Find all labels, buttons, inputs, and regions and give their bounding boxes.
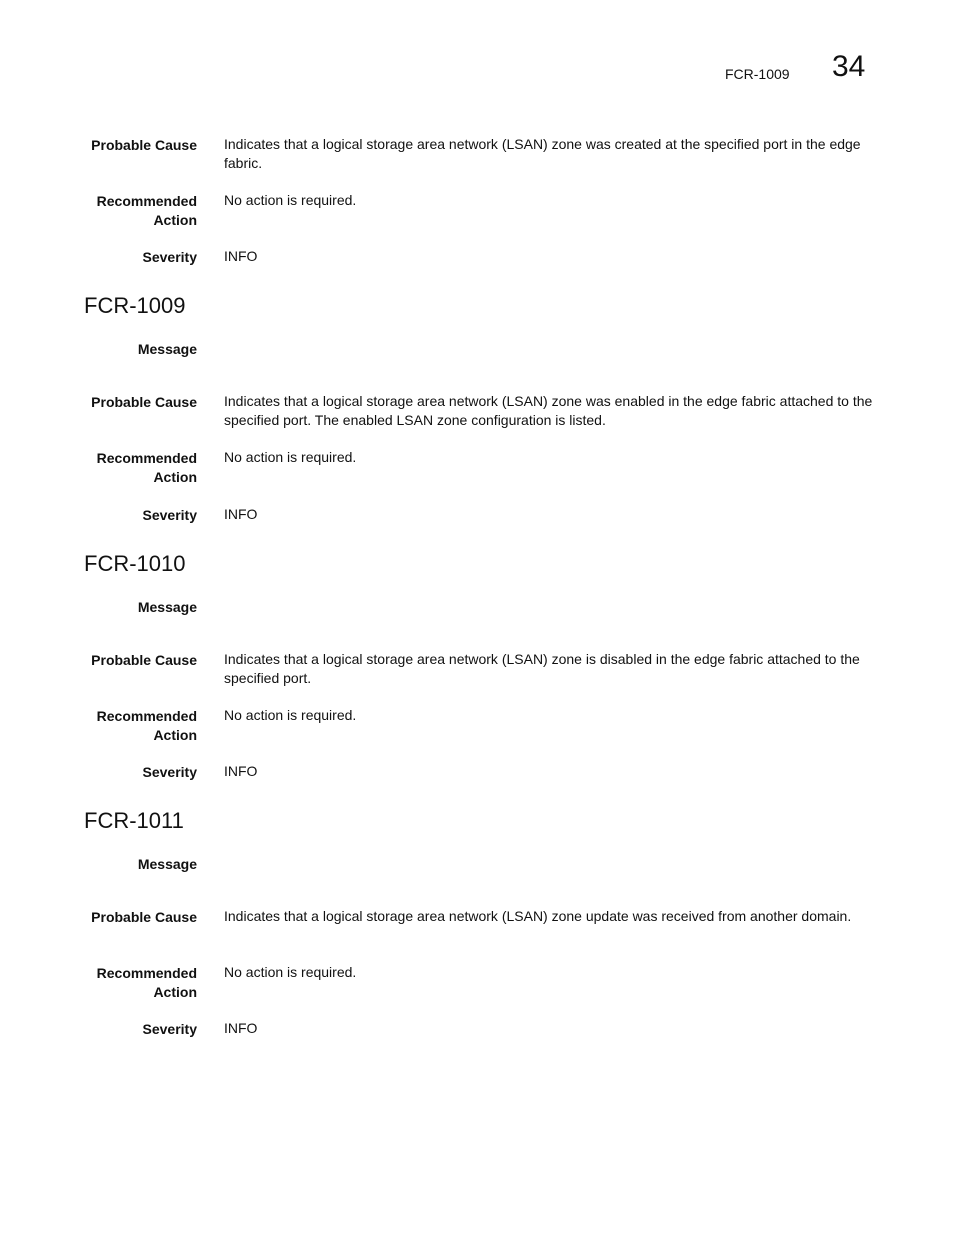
recommended-action-label: Recommended Action (96, 965, 197, 1000)
recommended-action-label: Recommended Action (96, 450, 197, 485)
probable-cause-label: Probable Cause (91, 137, 197, 153)
message-label: Message (137, 341, 197, 357)
recommended-action-label: Recommended Action (96, 708, 197, 743)
severity-value: INFO (224, 248, 258, 264)
severity-label: Severity (142, 507, 197, 523)
recommended-action-text: No action is required. (224, 964, 357, 980)
probable-cause-text: Indicates that a logical storage area network (LSAN) zone update was received from another domain. (224, 908, 852, 924)
recommended-action-text: No action is required. (224, 192, 357, 208)
probable-cause-label: Probable Cause (91, 652, 197, 668)
severity-label: Severity (142, 1021, 197, 1037)
message-label: Message (137, 599, 197, 615)
probable-cause-label: Probable Cause (91, 909, 197, 925)
severity-value: INFO (224, 1020, 258, 1036)
entry-title: FCR-1011 (84, 808, 184, 833)
severity-label: Severity (142, 249, 197, 265)
severity-value: INFO (224, 763, 258, 779)
entry-title: FCR-1010 (84, 551, 186, 576)
probable-cause-text: Indicates that a logical storage area network (LSAN) zone is disabled in the edge fabric attached to the specified port. (224, 651, 860, 686)
running-header-section: FCR-1009 (725, 66, 790, 82)
probable-cause-text: Indicates that a logical storage area network (LSAN) zone was created at the specified port in the edge fabric. (224, 136, 861, 171)
recommended-action-label: Recommended Action (96, 193, 197, 228)
probable-cause-text: Indicates that a logical storage area network (LSAN) zone was enabled in the edge fabric attached to the specified port. The enabled LSAN zone configuration is listed. (224, 393, 873, 428)
probable-cause-label: Probable Cause (91, 394, 197, 410)
message-label: Message (137, 856, 197, 872)
severity-label: Severity (142, 764, 197, 780)
entry-title: FCR-1009 (84, 293, 186, 318)
recommended-action-text: No action is required. (224, 449, 357, 465)
severity-value: INFO (224, 506, 258, 522)
chapter-number: 34 (832, 50, 866, 83)
recommended-action-text: No action is required. (224, 707, 357, 723)
